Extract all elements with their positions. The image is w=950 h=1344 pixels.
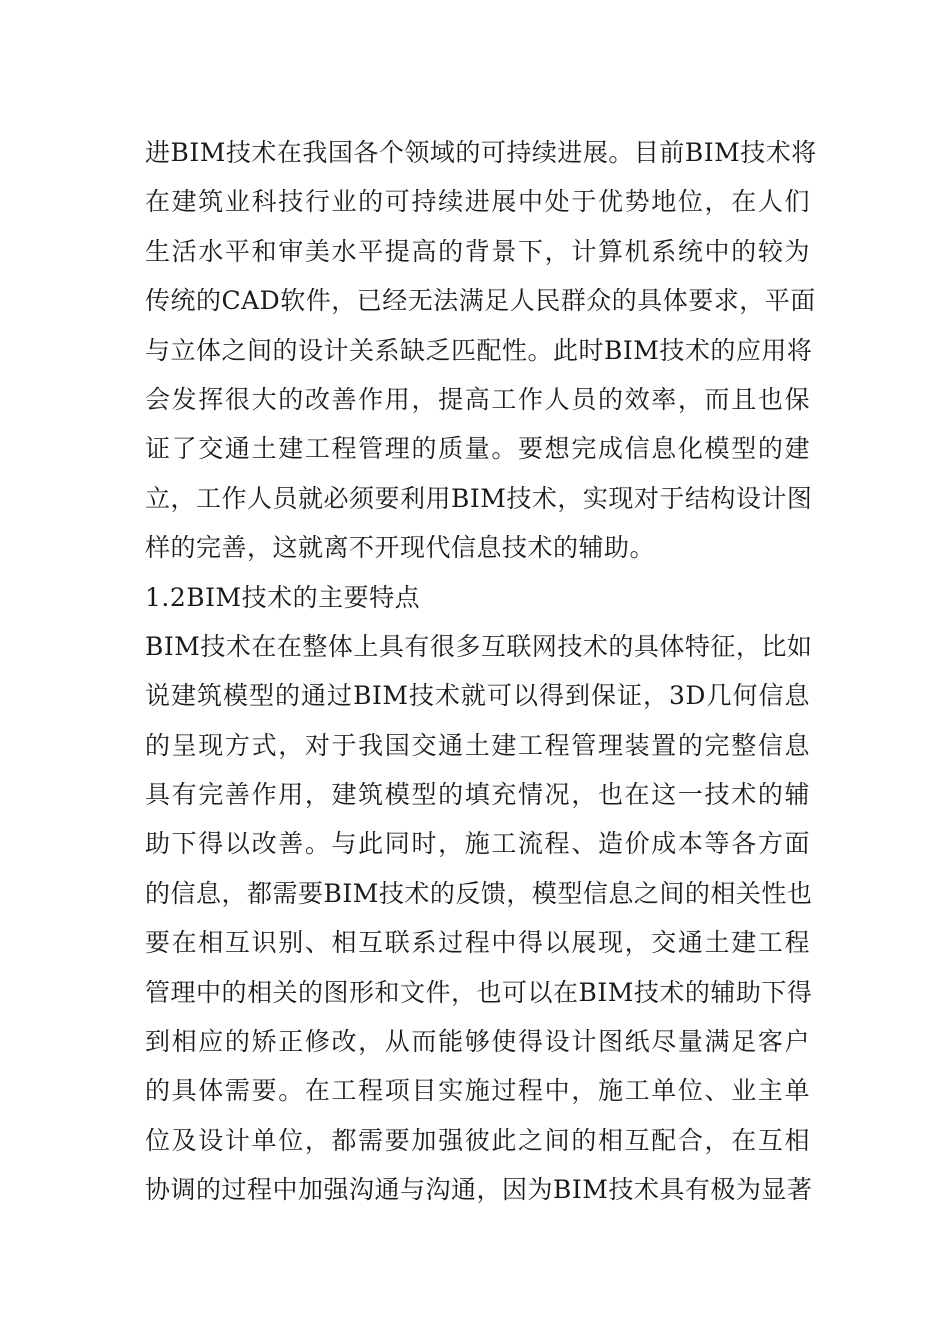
text-line: 立，工作人员就必须要利用BIM技术，实现对于结构设计图 xyxy=(145,483,813,513)
text-line: 说建筑模型的通过BIM技术就可以得到保证，3D几何信息 xyxy=(145,681,810,711)
text-line: 的具体需要。在工程项目实施过程中，施工单位、业主单 xyxy=(145,1076,810,1106)
text-line: 生活水平和审美水平提高的背景下，计算机系统中的较为 xyxy=(145,236,810,266)
text-line: 传统的CAD软件，已经无法满足人民群众的具体要求，平面 xyxy=(145,286,816,316)
text-line: 助下得以改善。与此同时，施工流程、造价成本等各方面 xyxy=(145,829,810,859)
body-text xyxy=(145,128,817,1215)
text-line: 要在相互识别、相互联系过程中得以展现，交通土建工程 xyxy=(145,928,810,958)
text-line: 进BIM技术在我国各个领域的可持续进展。目前BIM技术将 xyxy=(145,138,817,167)
text-line: 的呈现方式，对于我国交通土建工程管理装置的完整信息 xyxy=(145,730,810,760)
paragraph-last-line: 样的完善，这就离不开现代信息技术的辅助。 xyxy=(145,533,656,563)
text-line: 管理中的相关的图形和文件，也可以在BIM技术的辅助下得 xyxy=(145,977,813,1007)
text-line: 在建筑业科技行业的可持续进展中处于优势地位，在人们 xyxy=(145,187,810,217)
text-line: 会发挥很大的改善作用，提高工作人员的效率，而且也保 xyxy=(145,384,810,414)
text-line: 位及设计单位，都需要加强彼此之间的相互配合，在互相 xyxy=(145,1125,810,1155)
text-line: 的信息，都需要BIM技术的反馈，模型信息之间的相关性也 xyxy=(145,878,813,908)
text-line: 到相应的矫正修改，从而能够使得设计图纸尽量满足客户 xyxy=(145,1027,810,1057)
text-line: 证了交通土建工程管理的质量。要想完成信息化模型的建 xyxy=(145,434,810,464)
text-line: 具有完善作用，建筑模型的填充情况，也在这一技术的辅 xyxy=(145,780,810,810)
text-line: 与立体之间的设计关系缺乏匹配性。此时BIM技术的应用将 xyxy=(145,335,813,365)
text-line: BIM技术在在整体上具有很多互联网技术的具体特征，比如 xyxy=(145,631,813,661)
text-line: 协调的过程中加强沟通与沟通，因为BIM技术具有极为显著 xyxy=(145,1175,813,1205)
section-heading: 1.2BIM技术的主要特点 xyxy=(145,582,421,612)
